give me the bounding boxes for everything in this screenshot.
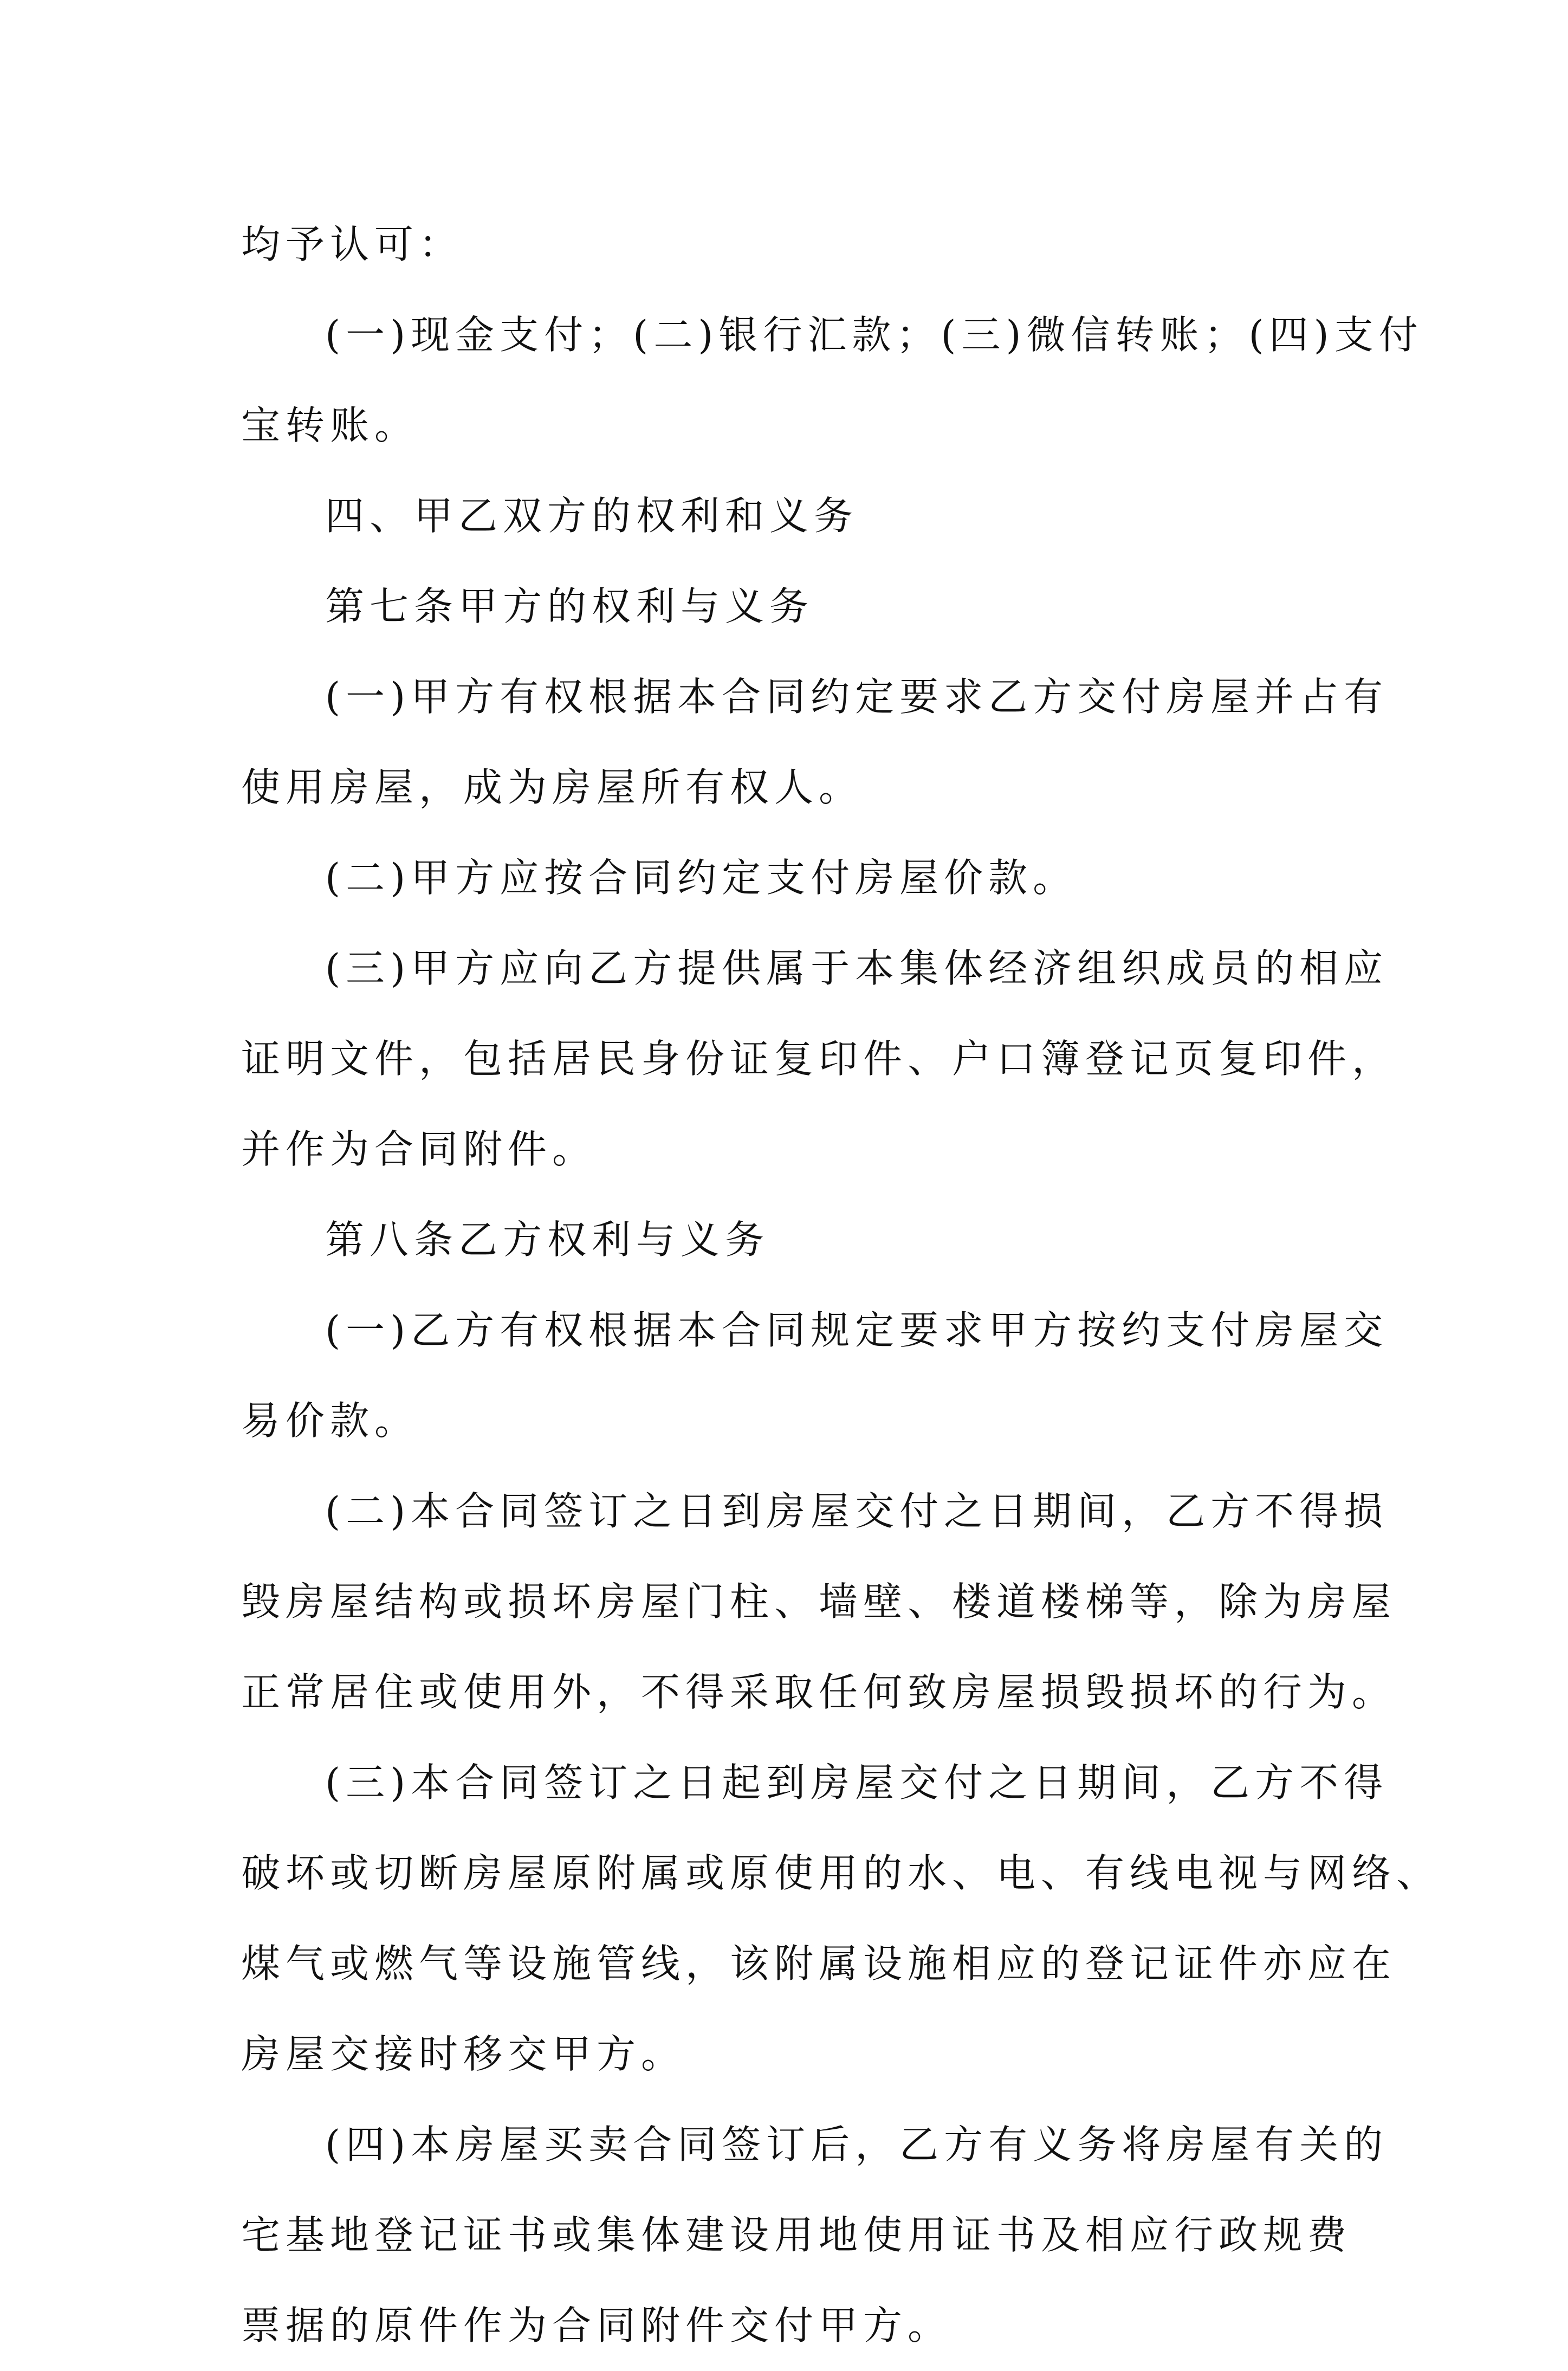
text-line: (三)甲方应向乙方提供属于本集体经济组织成员的相应 bbox=[325, 945, 1389, 991]
text-line: 破坏或切断房屋原附属或原使用的水、电、有线电视与网络、 bbox=[241, 1850, 1441, 1896]
text-line: (三)本合同签订之日起到房屋交付之日期间，乙方不得 bbox=[325, 1760, 1389, 1805]
text-line: 易价款。 bbox=[241, 1398, 419, 1443]
text-line: (一)甲方有权根据本合同约定要求乙方交付房屋并占有 bbox=[325, 674, 1389, 720]
text-line: (一)乙方有权根据本合同规定要求甲方按约支付房屋交 bbox=[325, 1307, 1389, 1353]
text-line: (二)本合同签订之日到房屋交付之日期间，乙方不得损 bbox=[325, 1488, 1389, 1534]
contract-body-text bbox=[241, 199, 1441, 2371]
article-heading: 第八条乙方权利与义务 bbox=[325, 1217, 770, 1262]
article-heading: 第七条甲方的权利与义务 bbox=[325, 584, 814, 629]
text-line: 煤气或燃气等设施管线，该附属设施相应的登记证件亦应在 bbox=[241, 1941, 1397, 1986]
text-line: 宅基地登记证书或集体建设用地使用证书及相应行政规费 bbox=[241, 2212, 1352, 2258]
text-line: 宝转账。 bbox=[241, 403, 419, 448]
text-line: (四)本房屋买卖合同签订后，乙方有义务将房屋有关的 bbox=[325, 2122, 1389, 2167]
text-line: 票据的原件作为合同附件交付甲方。 bbox=[241, 2303, 953, 2348]
text-line: 使用房屋，成为房屋所有权人。 bbox=[241, 765, 864, 810]
text-line: 证明文件，包括居民身份证复印件、户口簿登记页复印件， bbox=[241, 1036, 1397, 1081]
text-line: (一)现金支付；(二)银行汇款；(三)微信转账；(四)支付 bbox=[325, 312, 1423, 358]
text-line: 正常居住或使用外，不得采取任何致房屋损毁损坏的行为。 bbox=[241, 1669, 1397, 1715]
text-line: 毁房屋结构或损坏房屋门柱、墙壁、楼道楼梯等，除为房屋 bbox=[241, 1579, 1397, 1624]
text-line: 均予认可： bbox=[241, 222, 464, 267]
text-line: 并作为合同附件。 bbox=[241, 1126, 597, 1172]
text-line: (二)甲方应按合同约定支付房屋价款。 bbox=[325, 855, 1078, 901]
text-line: 房屋交接时移交甲方。 bbox=[241, 2031, 686, 2077]
section-heading: 四、甲乙双方的权利和义务 bbox=[325, 493, 859, 539]
